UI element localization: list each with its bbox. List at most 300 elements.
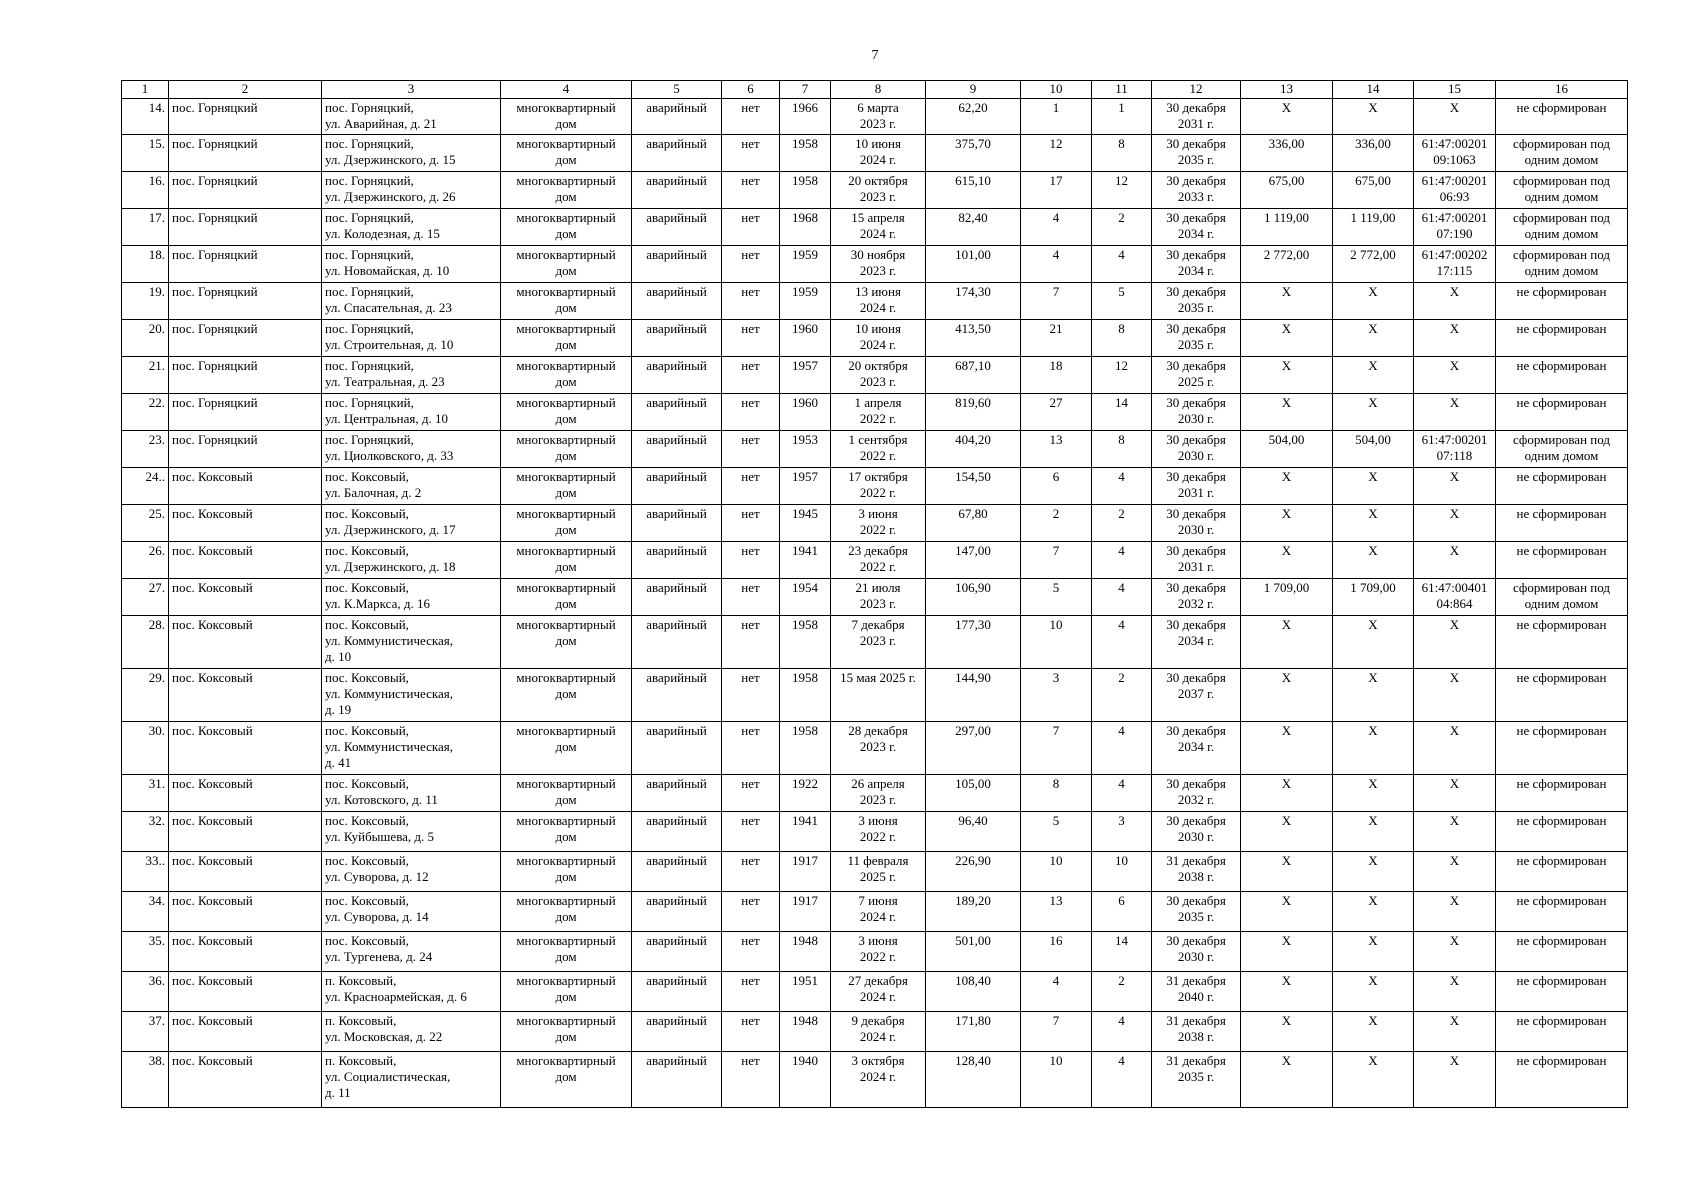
deadline-cell: 30 декабря 2030 г. xyxy=(1152,394,1241,431)
cadastral-number-cell: 61:47:00401 04:864 xyxy=(1414,579,1496,616)
column-11-cell: 2 xyxy=(1092,209,1152,246)
cadastral-number-cell: X xyxy=(1414,812,1496,852)
area-cell: 106,90 xyxy=(926,579,1021,616)
deadline-cell: 30 декабря 2031 г. xyxy=(1152,468,1241,505)
area-cell: 62,20 xyxy=(926,99,1021,135)
year-cell: 1959 xyxy=(780,283,831,320)
recognition-date-cell: 28 декабря 2023 г. xyxy=(831,722,926,775)
column-11-cell: 2 xyxy=(1092,505,1152,542)
deadline-cell: 31 декабря 2035 г. xyxy=(1152,1052,1241,1108)
column-10-cell: 6 xyxy=(1021,468,1092,505)
status-cell: аварийный xyxy=(632,669,722,722)
column-11-cell: 8 xyxy=(1092,135,1152,172)
recognition-date-cell: 15 мая 2025 г. xyxy=(831,669,926,722)
address-cell: пос. Коксовый, ул. Балочная, д. 2 xyxy=(322,468,501,505)
building-type-cell: многоквартирный дом xyxy=(501,1012,632,1052)
year-cell: 1968 xyxy=(780,209,831,246)
column-10-cell: 13 xyxy=(1021,892,1092,932)
status-cell: аварийный xyxy=(632,616,722,669)
table-row xyxy=(122,468,1628,505)
column-6-cell: нет xyxy=(722,932,780,972)
land-plot-state-cell: не сформирован xyxy=(1496,932,1628,972)
settlement-cell: пос. Горняцкий xyxy=(169,394,322,431)
land-plot-state-cell: сформирован под одним домом xyxy=(1496,579,1628,616)
column-10-cell: 7 xyxy=(1021,722,1092,775)
column-14-cell: X xyxy=(1333,932,1414,972)
settlement-cell: пос. Горняцкий xyxy=(169,320,322,357)
column-13-cell: X xyxy=(1241,616,1333,669)
column-6-cell: нет xyxy=(722,972,780,1012)
column-11-cell: 2 xyxy=(1092,972,1152,1012)
building-type-cell: многоквартирный дом xyxy=(501,246,632,283)
column-6-cell: нет xyxy=(722,99,780,135)
column-10-cell: 7 xyxy=(1021,1012,1092,1052)
column-6-cell: нет xyxy=(722,775,780,812)
year-cell: 1922 xyxy=(780,775,831,812)
row-number-cell: 19. xyxy=(122,283,169,320)
column-13-cell: X xyxy=(1241,812,1333,852)
building-type-cell: многоквартирный дом xyxy=(501,775,632,812)
address-cell: пос. Горняцкий, ул. Спасательная, д. 23 xyxy=(322,283,501,320)
area-cell: 404,20 xyxy=(926,431,1021,468)
column-number-row xyxy=(122,81,1628,99)
column-11-cell: 4 xyxy=(1092,542,1152,579)
column-6-cell: нет xyxy=(722,722,780,775)
column-13-cell: X xyxy=(1241,394,1333,431)
column-6-cell: нет xyxy=(722,616,780,669)
land-plot-state-cell: не сформирован xyxy=(1496,852,1628,892)
row-number-cell: 14. xyxy=(122,99,169,135)
recognition-date-cell: 1 сентября 2022 г. xyxy=(831,431,926,468)
address-cell: п. Коксовый, ул. Московская, д. 22 xyxy=(322,1012,501,1052)
table-row xyxy=(122,812,1628,852)
year-cell: 1957 xyxy=(780,357,831,394)
area-cell: 171,80 xyxy=(926,1012,1021,1052)
status-cell: аварийный xyxy=(632,972,722,1012)
settlement-cell: пос. Коксовый xyxy=(169,669,322,722)
status-cell: аварийный xyxy=(632,932,722,972)
column-number-header: 6 xyxy=(722,81,780,99)
settlement-cell: пос. Коксовый xyxy=(169,579,322,616)
row-number-cell: 30. xyxy=(122,722,169,775)
settlement-cell: пос. Горняцкий xyxy=(169,431,322,468)
table-row xyxy=(122,972,1628,1012)
column-14-cell: X xyxy=(1333,357,1414,394)
column-13-cell: X xyxy=(1241,1012,1333,1052)
recognition-date-cell: 21 июля 2023 г. xyxy=(831,579,926,616)
year-cell: 1959 xyxy=(780,246,831,283)
land-plot-state-cell: не сформирован xyxy=(1496,357,1628,394)
address-cell: пос. Коксовый, ул. Коммунистическая, д. 19 xyxy=(322,669,501,722)
land-plot-state-cell: не сформирован xyxy=(1496,320,1628,357)
column-6-cell: нет xyxy=(722,394,780,431)
deadline-cell: 30 декабря 2035 г. xyxy=(1152,320,1241,357)
row-number-cell: 35. xyxy=(122,932,169,972)
column-13-cell: X xyxy=(1241,722,1333,775)
column-13-cell: X xyxy=(1241,320,1333,357)
column-13-cell: X xyxy=(1241,505,1333,542)
settlement-cell: пос. Коксовый xyxy=(169,932,322,972)
address-cell: пос. Коксовый, ул. Коммунистическая, д. 41 xyxy=(322,722,501,775)
address-cell: пос. Коксовый, ул. Суворова, д. 14 xyxy=(322,892,501,932)
cadastral-number-cell: X xyxy=(1414,505,1496,542)
deadline-cell: 30 декабря 2035 г. xyxy=(1152,135,1241,172)
column-14-cell: X xyxy=(1333,320,1414,357)
address-cell: пос. Горняцкий, ул. Строительная, д. 10 xyxy=(322,320,501,357)
status-cell: аварийный xyxy=(632,283,722,320)
land-plot-state-cell: не сформирован xyxy=(1496,1012,1628,1052)
column-11-cell: 4 xyxy=(1092,616,1152,669)
area-cell: 105,00 xyxy=(926,775,1021,812)
column-14-cell: 1 709,00 xyxy=(1333,579,1414,616)
column-number-header: 3 xyxy=(322,81,501,99)
table-row xyxy=(122,394,1628,431)
column-10-cell: 12 xyxy=(1021,135,1092,172)
land-plot-state-cell: сформирован под одним домом xyxy=(1496,172,1628,209)
settlement-cell: пос. Коксовый xyxy=(169,1052,322,1108)
status-cell: аварийный xyxy=(632,135,722,172)
deadline-cell: 30 декабря 2031 г. xyxy=(1152,99,1241,135)
deadline-cell: 30 декабря 2032 г. xyxy=(1152,775,1241,812)
address-cell: пос. Коксовый, ул. Дзержинского, д. 17 xyxy=(322,505,501,542)
column-11-cell: 10 xyxy=(1092,852,1152,892)
column-14-cell: X xyxy=(1333,892,1414,932)
recognition-date-cell: 20 октября 2023 г. xyxy=(831,357,926,394)
column-10-cell: 4 xyxy=(1021,209,1092,246)
table-body xyxy=(122,99,1628,1108)
area-cell: 154,50 xyxy=(926,468,1021,505)
column-6-cell: нет xyxy=(722,172,780,209)
column-10-cell: 1 xyxy=(1021,99,1092,135)
table-row xyxy=(122,669,1628,722)
address-cell: п. Коксовый, ул. Красноармейская, д. 6 xyxy=(322,972,501,1012)
table-row xyxy=(122,542,1628,579)
cadastral-number-cell: 61:47:00202 17:115 xyxy=(1414,246,1496,283)
building-type-cell: многоквартирный дом xyxy=(501,99,632,135)
area-cell: 375,70 xyxy=(926,135,1021,172)
table-row xyxy=(122,283,1628,320)
column-10-cell: 21 xyxy=(1021,320,1092,357)
row-number-cell: 29. xyxy=(122,669,169,722)
column-6-cell: нет xyxy=(722,1012,780,1052)
recognition-date-cell: 10 июня 2024 г. xyxy=(831,320,926,357)
column-10-cell: 2 xyxy=(1021,505,1092,542)
column-6-cell: нет xyxy=(722,320,780,357)
settlement-cell: пос. Коксовый xyxy=(169,1012,322,1052)
column-14-cell: X xyxy=(1333,505,1414,542)
column-10-cell: 4 xyxy=(1021,246,1092,283)
building-type-cell: многоквартирный дом xyxy=(501,172,632,209)
column-13-cell: X xyxy=(1241,542,1333,579)
column-14-cell: X xyxy=(1333,1012,1414,1052)
deadline-cell: 31 декабря 2040 г. xyxy=(1152,972,1241,1012)
column-number-header: 14 xyxy=(1333,81,1414,99)
table-row xyxy=(122,852,1628,892)
status-cell: аварийный xyxy=(632,812,722,852)
settlement-cell: пос. Горняцкий xyxy=(169,99,322,135)
column-6-cell: нет xyxy=(722,892,780,932)
area-cell: 413,50 xyxy=(926,320,1021,357)
column-6-cell: нет xyxy=(722,1052,780,1108)
column-10-cell: 16 xyxy=(1021,932,1092,972)
settlement-cell: пос. Горняцкий xyxy=(169,209,322,246)
column-13-cell: X xyxy=(1241,852,1333,892)
building-type-cell: многоквартирный дом xyxy=(501,468,632,505)
deadline-cell: 30 декабря 2035 г. xyxy=(1152,283,1241,320)
deadline-cell: 30 декабря 2037 г. xyxy=(1152,669,1241,722)
table-row xyxy=(122,357,1628,394)
column-13-cell: X xyxy=(1241,283,1333,320)
column-number-header: 9 xyxy=(926,81,1021,99)
building-type-cell: многоквартирный дом xyxy=(501,431,632,468)
area-cell: 177,30 xyxy=(926,616,1021,669)
year-cell: 1941 xyxy=(780,542,831,579)
table-row xyxy=(122,722,1628,775)
area-cell: 128,40 xyxy=(926,1052,1021,1108)
building-type-cell: многоквартирный дом xyxy=(501,320,632,357)
year-cell: 1941 xyxy=(780,812,831,852)
column-14-cell: X xyxy=(1333,852,1414,892)
table-row xyxy=(122,320,1628,357)
row-number-cell: 17. xyxy=(122,209,169,246)
column-11-cell: 8 xyxy=(1092,320,1152,357)
cadastral-number-cell: X xyxy=(1414,972,1496,1012)
row-number-cell: 16. xyxy=(122,172,169,209)
address-cell: пос. Горняцкий, ул. Дзержинского, д. 26 xyxy=(322,172,501,209)
recognition-date-cell: 23 декабря 2022 г. xyxy=(831,542,926,579)
cadastral-number-cell: X xyxy=(1414,1052,1496,1108)
column-13-cell: 336,00 xyxy=(1241,135,1333,172)
column-11-cell: 8 xyxy=(1092,431,1152,468)
building-type-cell: многоквартирный дом xyxy=(501,505,632,542)
column-10-cell: 13 xyxy=(1021,431,1092,468)
column-14-cell: X xyxy=(1333,99,1414,135)
address-cell: пос. Горняцкий, ул. Дзержинского, д. 15 xyxy=(322,135,501,172)
status-cell: аварийный xyxy=(632,209,722,246)
column-13-cell: 1 119,00 xyxy=(1241,209,1333,246)
deadline-cell: 30 декабря 2034 г. xyxy=(1152,722,1241,775)
row-number-cell: 27. xyxy=(122,579,169,616)
column-number-header: 8 xyxy=(831,81,926,99)
column-number-header: 13 xyxy=(1241,81,1333,99)
status-cell: аварийный xyxy=(632,542,722,579)
building-type-cell: многоквартирный дом xyxy=(501,357,632,394)
year-cell: 1958 xyxy=(780,616,831,669)
column-14-cell: 1 119,00 xyxy=(1333,209,1414,246)
land-plot-state-cell: не сформирован xyxy=(1496,812,1628,852)
year-cell: 1960 xyxy=(780,320,831,357)
building-type-cell: многоквартирный дом xyxy=(501,283,632,320)
deadline-cell: 30 декабря 2033 г. xyxy=(1152,172,1241,209)
status-cell: аварийный xyxy=(632,852,722,892)
status-cell: аварийный xyxy=(632,357,722,394)
building-type-cell: многоквартирный дом xyxy=(501,209,632,246)
cadastral-number-cell: X xyxy=(1414,775,1496,812)
column-10-cell: 10 xyxy=(1021,1052,1092,1108)
row-number-cell: 22. xyxy=(122,394,169,431)
area-cell: 189,20 xyxy=(926,892,1021,932)
recognition-date-cell: 1 апреля 2022 г. xyxy=(831,394,926,431)
table-row xyxy=(122,135,1628,172)
column-13-cell: 504,00 xyxy=(1241,431,1333,468)
address-cell: пос. Горняцкий, ул. Аварийная, д. 21 xyxy=(322,99,501,135)
table-row xyxy=(122,505,1628,542)
column-13-cell: 675,00 xyxy=(1241,172,1333,209)
row-number-cell: 23. xyxy=(122,431,169,468)
year-cell: 1953 xyxy=(780,431,831,468)
column-number-header: 2 xyxy=(169,81,322,99)
column-6-cell: нет xyxy=(722,135,780,172)
table-row xyxy=(122,892,1628,932)
building-type-cell: многоквартирный дом xyxy=(501,722,632,775)
status-cell: аварийный xyxy=(632,172,722,209)
address-cell: пос. Коксовый, ул. Суворова, д. 12 xyxy=(322,852,501,892)
column-13-cell: X xyxy=(1241,932,1333,972)
year-cell: 1951 xyxy=(780,972,831,1012)
row-number-cell: 21. xyxy=(122,357,169,394)
column-6-cell: нет xyxy=(722,431,780,468)
area-cell: 67,80 xyxy=(926,505,1021,542)
column-14-cell: X xyxy=(1333,669,1414,722)
column-11-cell: 4 xyxy=(1092,1052,1152,1108)
status-cell: аварийный xyxy=(632,505,722,542)
row-number-cell: 28. xyxy=(122,616,169,669)
land-plot-state-cell: не сформирован xyxy=(1496,775,1628,812)
recognition-date-cell: 13 июня 2024 г. xyxy=(831,283,926,320)
cadastral-number-cell: X xyxy=(1414,468,1496,505)
column-14-cell: X xyxy=(1333,394,1414,431)
row-number-cell: 37. xyxy=(122,1012,169,1052)
column-6-cell: нет xyxy=(722,505,780,542)
address-cell: пос. Горняцкий, ул. Колодезная, д. 15 xyxy=(322,209,501,246)
table-row xyxy=(122,172,1628,209)
recognition-date-cell: 27 декабря 2024 г. xyxy=(831,972,926,1012)
deadline-cell: 30 декабря 2030 г. xyxy=(1152,431,1241,468)
recognition-date-cell: 3 июня 2022 г. xyxy=(831,812,926,852)
column-10-cell: 10 xyxy=(1021,852,1092,892)
column-11-cell: 2 xyxy=(1092,669,1152,722)
cadastral-number-cell: 61:47:00201 06:93 xyxy=(1414,172,1496,209)
area-cell: 101,00 xyxy=(926,246,1021,283)
area-cell: 687,10 xyxy=(926,357,1021,394)
area-cell: 82,40 xyxy=(926,209,1021,246)
cadastral-number-cell: X xyxy=(1414,283,1496,320)
settlement-cell: пос. Коксовый xyxy=(169,722,322,775)
area-cell: 226,90 xyxy=(926,852,1021,892)
year-cell: 1958 xyxy=(780,722,831,775)
land-plot-state-cell: сформирован под одним домом xyxy=(1496,209,1628,246)
table-row xyxy=(122,431,1628,468)
deadline-cell: 30 декабря 2034 г. xyxy=(1152,616,1241,669)
status-cell: аварийный xyxy=(632,775,722,812)
address-cell: пос. Коксовый, ул. Тургенева, д. 24 xyxy=(322,932,501,972)
year-cell: 1948 xyxy=(780,932,831,972)
deadline-cell: 30 декабря 2035 г. xyxy=(1152,892,1241,932)
cadastral-number-cell: X xyxy=(1414,542,1496,579)
land-plot-state-cell: не сформирован xyxy=(1496,394,1628,431)
deadline-cell: 30 декабря 2034 г. xyxy=(1152,209,1241,246)
column-13-cell: X xyxy=(1241,468,1333,505)
deadline-cell: 30 декабря 2030 г. xyxy=(1152,932,1241,972)
recognition-date-cell: 26 апреля 2023 г. xyxy=(831,775,926,812)
column-14-cell: X xyxy=(1333,972,1414,1012)
building-type-cell: многоквартирный дом xyxy=(501,669,632,722)
cadastral-number-cell: 61:47:00201 07:118 xyxy=(1414,431,1496,468)
column-10-cell: 18 xyxy=(1021,357,1092,394)
column-6-cell: нет xyxy=(722,468,780,505)
deadline-cell: 30 декабря 2030 г. xyxy=(1152,812,1241,852)
row-number-cell: 34. xyxy=(122,892,169,932)
land-plot-state-cell: не сформирован xyxy=(1496,1052,1628,1108)
settlement-cell: пос. Коксовый xyxy=(169,775,322,812)
column-14-cell: X xyxy=(1333,812,1414,852)
column-10-cell: 17 xyxy=(1021,172,1092,209)
land-plot-state-cell: не сформирован xyxy=(1496,722,1628,775)
year-cell: 1957 xyxy=(780,468,831,505)
column-11-cell: 4 xyxy=(1092,246,1152,283)
cadastral-number-cell: X xyxy=(1414,932,1496,972)
recognition-date-cell: 6 марта 2023 г. xyxy=(831,99,926,135)
year-cell: 1958 xyxy=(780,669,831,722)
table-row xyxy=(122,775,1628,812)
cadastral-number-cell: X xyxy=(1414,892,1496,932)
column-13-cell: X xyxy=(1241,775,1333,812)
settlement-cell: пос. Горняцкий xyxy=(169,172,322,209)
column-14-cell: X xyxy=(1333,542,1414,579)
row-number-cell: 36. xyxy=(122,972,169,1012)
address-cell: пос. Горняцкий, ул. Центральная, д. 10 xyxy=(322,394,501,431)
settlement-cell: пос. Коксовый xyxy=(169,542,322,579)
table-row xyxy=(122,99,1628,135)
row-number-cell: 33.. xyxy=(122,852,169,892)
row-number-cell: 31. xyxy=(122,775,169,812)
year-cell: 1966 xyxy=(780,99,831,135)
cadastral-number-cell: X xyxy=(1414,394,1496,431)
column-number-header: 5 xyxy=(632,81,722,99)
table-row xyxy=(122,579,1628,616)
column-number-header: 16 xyxy=(1496,81,1628,99)
address-cell: пос. Коксовый, ул. Дзержинского, д. 18 xyxy=(322,542,501,579)
column-10-cell: 27 xyxy=(1021,394,1092,431)
deadline-cell: 30 декабря 2030 г. xyxy=(1152,505,1241,542)
year-cell: 1945 xyxy=(780,505,831,542)
column-10-cell: 7 xyxy=(1021,283,1092,320)
row-number-cell: 32. xyxy=(122,812,169,852)
area-cell: 144,90 xyxy=(926,669,1021,722)
column-6-cell: нет xyxy=(722,542,780,579)
column-13-cell: X xyxy=(1241,357,1333,394)
row-number-cell: 24.. xyxy=(122,468,169,505)
building-type-cell: многоквартирный дом xyxy=(501,394,632,431)
settlement-cell: пос. Коксовый xyxy=(169,505,322,542)
column-number-header: 11 xyxy=(1092,81,1152,99)
column-6-cell: нет xyxy=(722,283,780,320)
settlement-cell: пос. Горняцкий xyxy=(169,357,322,394)
column-13-cell: X xyxy=(1241,892,1333,932)
column-14-cell: 2 772,00 xyxy=(1333,246,1414,283)
address-cell: пос. Горняцкий, ул. Театральная, д. 23 xyxy=(322,357,501,394)
settlement-cell: пос. Коксовый xyxy=(169,972,322,1012)
land-plot-state-cell: сформирован под одним домом xyxy=(1496,135,1628,172)
recognition-date-cell: 20 октября 2023 г. xyxy=(831,172,926,209)
land-plot-state-cell: не сформирован xyxy=(1496,283,1628,320)
recognition-date-cell: 7 июня 2024 г. xyxy=(831,892,926,932)
recognition-date-cell: 3 июня 2022 г. xyxy=(831,505,926,542)
year-cell: 1958 xyxy=(780,135,831,172)
column-6-cell: нет xyxy=(722,579,780,616)
settlement-cell: пос. Горняцкий xyxy=(169,283,322,320)
column-number-header: 1 xyxy=(122,81,169,99)
